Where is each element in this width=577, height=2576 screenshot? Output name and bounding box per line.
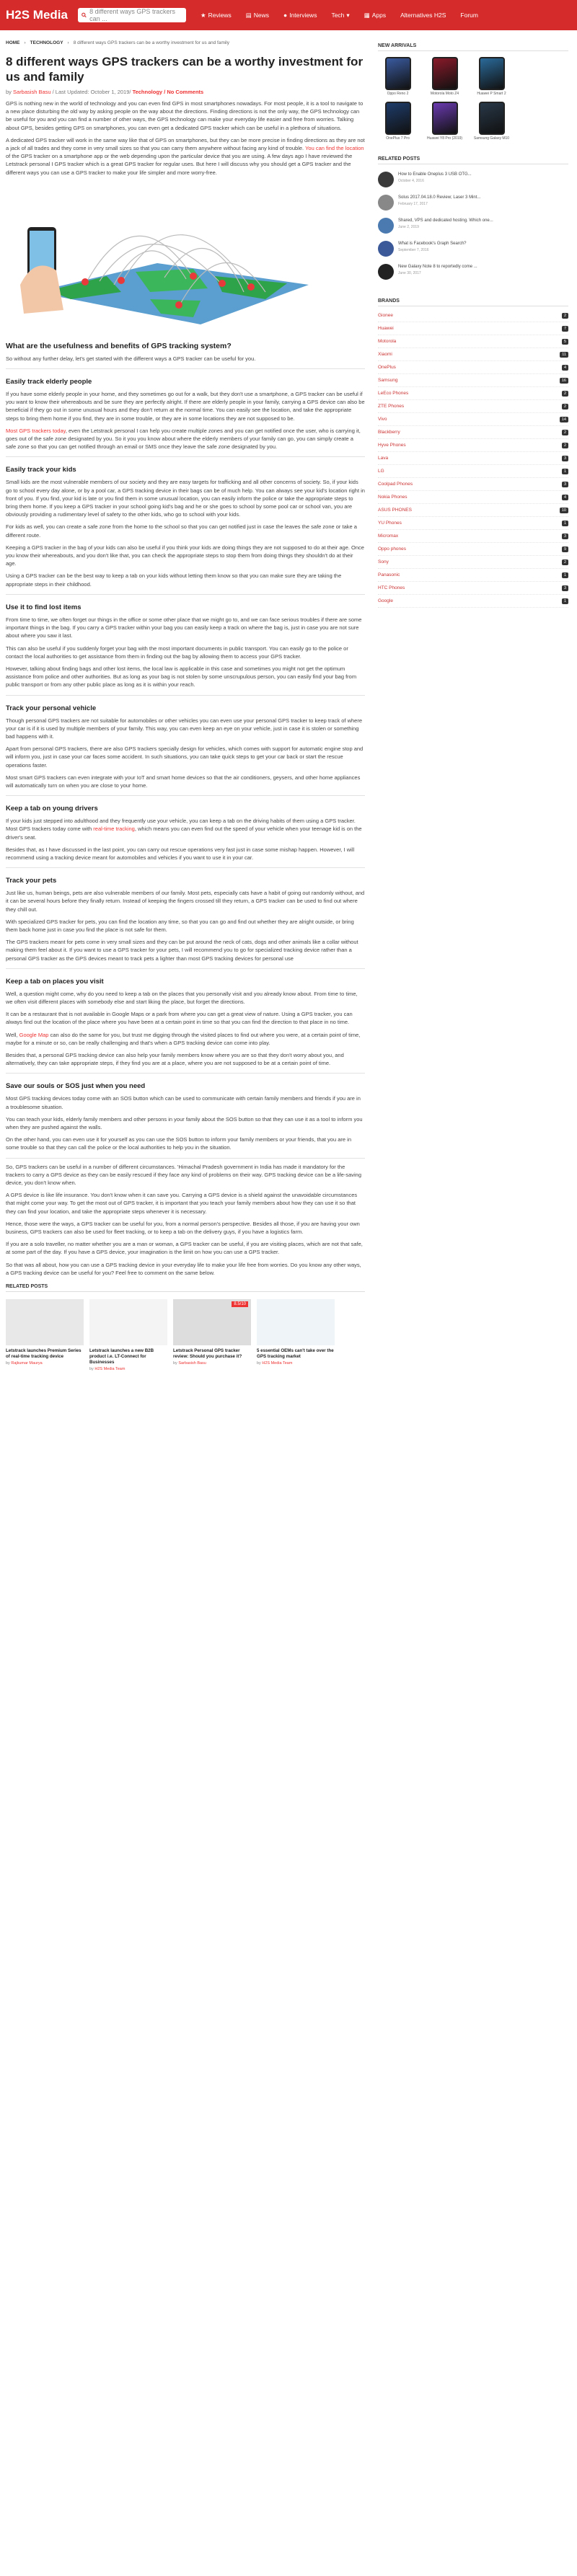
section-heading: What are the usefulness and benefits of GPS tracking system?: [6, 341, 232, 350]
hero-illustration: [6, 184, 316, 328]
breadcrumb: [6, 40, 365, 45]
brand-count-badge: 2: [562, 559, 568, 565]
brand-name: Hyve Phones: [378, 443, 406, 448]
paragraph: Though personal GPS trackers are not suitable for automobiles or other vehicles you can even use your personal GPS tracker to keep track of where your car is if it is used by multiple members of your family. This way, you can even keep an eye on your vehicle, just in case it is stolen or something bad happens with it.: [6, 717, 363, 740]
brand-name: LeEco Phones: [378, 391, 409, 396]
post-thumbnail: [378, 264, 394, 280]
paragraph: GPS is nothing new in the world of technology and you can even find GPS in most smartphones nowadays. For most people, it is a tool to navigate to a new place disturbing the old way by asking people on the way about the directions. Finding directions is not the only way, the GPS technology can be useful for you and you can find a number of other ways, the GPS technology can make your everyday life easier and free from worries. Talking about GPS, besides getting GPS on smartphones, you can even get a dedicated GPS tracker which can be useful in a plethora of situations.: [6, 100, 364, 131]
brand-name: Vivo: [378, 417, 387, 422]
brand-item[interactable]: [378, 582, 568, 595]
post-text: [398, 241, 467, 252]
main-nav: [193, 0, 485, 30]
brand-name: Sony: [378, 559, 389, 565]
paragraph: Just like us, human beings, pets are also vulnerable members of our family. Most pets, especially cats have a habit of going out randomly without, and it can be several hours before they finally return. Instead of keeping the fingers crossed till they return, a GPS tracker can be used to find out where they chill out.: [6, 890, 365, 913]
nav-item-forum[interactable]: [453, 0, 485, 30]
brand-count-badge: 2: [562, 430, 568, 435]
paragraph: Besides that, as I have discussed in the last point, you can carry out rescue operations very fast just in case some mishap happen. However, I will recommend using a tracking device meant for automobiles and vehicles if you want to use it in your car.: [6, 846, 355, 861]
inline-link[interactable]: Most GPS trackers today: [6, 427, 66, 434]
byline-by: by: [6, 1361, 10, 1366]
brand-name: Samsung: [378, 378, 398, 383]
star-icon: ★: [201, 11, 206, 19]
nav-item-interviews[interactable]: [276, 0, 324, 30]
paragraph: Hence, those were the ways, a GPS tracker can be useful for you, from a normal person's perspective. Besides all those, if you are having your own business, GPS trackers can also be used for fleet tracking, or to keep a tab on the delivery guys, if you have a logistics farm.: [6, 1220, 360, 1236]
post-title[interactable]: Solus 2017.04.18.0 Review; Laser 3 Mint...: [398, 195, 481, 200]
phone-image: [432, 102, 458, 135]
paragraph: This can also be useful if you suddenly forget your bag with the most important documents in public transport. You can easily go to the police or contact the local authorities to get assistance from them in finding out the bag by allowing them to access your GPS tracker.: [6, 645, 348, 660]
brand-item[interactable]: [378, 426, 568, 439]
brand-item[interactable]: [378, 335, 568, 348]
paragraph: Well, Google Map can also do the same for you, but trust me digging through the visited places to find out where you were, at a certain point of time, maybe for a minute or so, can be really challenging and that's when a GPS tracking device can come into play.: [6, 1031, 361, 1046]
related-post-image: [257, 1299, 335, 1345]
related-post-byline: [6, 1361, 84, 1366]
related-posts-grid: [6, 1299, 365, 1371]
post-date: September 7, 2016: [398, 248, 429, 252]
brand-name: Micromax: [378, 534, 399, 539]
brand-item[interactable]: [378, 413, 568, 426]
paragraph: So without any further delay, let's get started with the different ways a GPS tracker can be useful for you.: [6, 355, 256, 362]
new-arrivals-heading: NEW ARRIVALS: [378, 43, 568, 51]
nav-label: Forum: [460, 12, 478, 19]
sidebar-related-item[interactable]: [378, 218, 568, 234]
nav-label: Apps: [371, 12, 387, 19]
brand-item[interactable]: [378, 322, 568, 335]
phone-name: Samsung Galaxy M10: [473, 136, 510, 141]
related-post-card[interactable]: [6, 1299, 84, 1371]
paragraph: You can teach your kids, elderly family members and other persons in your family about the SOS button so that they can use it as a tool to inform you when they are pushed against the walls.: [6, 1115, 363, 1131]
brand-count-badge: 16: [560, 378, 568, 384]
search-placeholder: 8 different ways GPS trackers can ...: [89, 8, 175, 22]
brand-item[interactable]: [378, 452, 568, 465]
post-thumbnail: [378, 172, 394, 187]
byline-by: by: [173, 1361, 177, 1366]
phone-name: Motorola Moto Z4: [430, 92, 459, 96]
brand-count-badge: 10: [560, 508, 568, 513]
divider: [6, 1073, 365, 1074]
brands-list: [378, 309, 568, 608]
paragraph: Using a GPS tracker can be the best way to keep a tab on your kids without letting them know so that you can make sure they are taking the appropriate steps in their childhood.: [6, 572, 342, 588]
related-post-author[interactable]: Sarbasish Basu: [178, 1361, 206, 1366]
inline-link[interactable]: You can find the location: [305, 145, 364, 152]
brand-name: YU Phones: [378, 521, 402, 526]
related-post-title[interactable]: Letstrack Personal GPS tracker review: Should you purchase it?: [173, 1348, 242, 1360]
brand-count-badge: 2: [562, 443, 568, 448]
search-icon: [82, 12, 87, 18]
brand-name: Gionee: [378, 313, 393, 318]
sidebar: [374, 30, 568, 1371]
section-heading: Use it to find lost items: [6, 603, 82, 611]
divider: [6, 1158, 365, 1159]
related-post-author[interactable]: H2S Media Team: [262, 1361, 293, 1366]
brand-count-badge: 2: [562, 404, 568, 410]
brand-item[interactable]: [378, 309, 568, 322]
inline-link[interactable]: Google Map: [19, 1031, 49, 1038]
related-post-image: [6, 1299, 84, 1345]
section-heading: Keep a tab on young drivers: [6, 805, 98, 813]
brand-item[interactable]: [378, 374, 568, 387]
section-heading: Save our souls or SOS just when you need: [6, 1082, 146, 1091]
related-posts-heading: RELATED POSTS: [6, 1284, 365, 1292]
brand-count-badge: 1: [562, 598, 568, 604]
paragraph: So that was all about, how you can use a GPS tracking device in your everyday life to make your life free from worries. Do you know any other ways, a GPS tracking device can be useful for you? Feel free to comment on the same below.: [6, 1261, 361, 1276]
paragraph: Small kids are the most vulnerable members of our society and they are easy targets for trafficking and all other concerns of society. So, if your kids go to school every day alone, or by a pool car, a GPS tracking device in their bags can be of much help. You can always see your kid's location right in front of you. If you find, your kid is late or you find them in some unusual location, you can easily inform the police or take the appropriate steps to bring them home. If you keep a GPS tracker in your school going kid's bag and he or she goes to school by some pool car or school van, you are obviously providing a rudimentary level of safety to the other kids, who go to school with your kids.: [6, 479, 365, 518]
post-title[interactable]: What is Facebook's Graph Search?: [398, 242, 467, 246]
post-thumbnail: [378, 195, 394, 211]
brand-item[interactable]: [378, 569, 568, 582]
paragraph: So, GPS trackers can be useful in a number of different circumstances. 'Himachal Pradesh government in India has made it mandatory for the trackers to carry a GPS device as they can be easily rescued if they face any kind of problems on their way. GPS tracking device can be a life-saving device, you don't know when.: [6, 1163, 362, 1187]
byline-by: by: [257, 1361, 261, 1366]
brand-count-badge: 11: [560, 352, 568, 358]
phone-card[interactable]: [378, 57, 418, 96]
related-post-image: [173, 1299, 251, 1345]
related-post-title[interactable]: Letstrack launches Premium Series of real-time tracking device: [6, 1348, 82, 1360]
article-meta: [6, 89, 365, 95]
related-post-byline: [257, 1361, 335, 1366]
article-column: [6, 30, 374, 1371]
nav-item-alternatives-h2s[interactable]: [393, 0, 453, 30]
chevron-right-icon: ›: [24, 40, 26, 45]
paragraph: Most GPS tracking devices today come with an SOS button which can be used to communicate with certain family members and friends if you are in a troublesome situation.: [6, 1095, 361, 1110]
brand-count-badge: 2: [562, 313, 568, 319]
divider: [6, 456, 365, 457]
paragraph: However, talking about finding bags and other lost items, the local law is applicable in this case and sometimes you might not get the optimum assistance from police and other authorities. But as long as your bag is not stolen by some unscrupulous person, you can easily find your bag from public transport or from any other public place as long as it is within your reach.: [6, 665, 357, 689]
post-thumbnail: [378, 218, 394, 234]
breadcrumb-current: 8 different ways GPS trackers can be a worthy investment for us and family: [73, 40, 229, 45]
section-heading: Track your personal vehicle: [6, 704, 97, 712]
post-date: October 4, 2016: [398, 179, 424, 183]
related-post-author[interactable]: H2S Media Team: [94, 1367, 125, 1372]
brand-item[interactable]: [378, 504, 568, 517]
paragraph: A GPS device is like life insurance. You don't know when it can save you. Carrying a GPS device is a shield against the unavoidable circumstances that might come your way. To get the most out of GPS tracker, it is important that you teach your family members about how they can use it so that they can find your location, and take the appropriate steps whenever it is necessary.: [6, 1192, 358, 1215]
brand-name: Huawei: [378, 326, 394, 331]
post-date: June 30, 2017: [398, 271, 421, 275]
brand-name: Lava: [378, 456, 389, 461]
brand-item[interactable]: [378, 595, 568, 608]
sidebar-related-item[interactable]: [378, 241, 568, 257]
paragraph: If you have some elderly people in your home, and they sometimes go out for a walk, but they don't use a smartphone, a GPS tracker can be useful if you want to know their whereabouts and be sure they are perfectly alright. If there are elderly people in your family, carrying a GPS device can also be beneficial if they go out in some unusual hours and they don't return at the normal time. You can easily see the location, and take the appropriate steps to bring them home if you find, they are in some trouble, or they are in some locations they are not supposed to be.: [6, 391, 365, 422]
nav-label: Reviews: [208, 12, 232, 19]
section-heading: Track your pets: [6, 877, 57, 885]
paragraph: From time to time, we often forget our things in the office or some other place that we might go to, and we can face serious troubles if there are some important things in the bag. If you carry a GPS tracker within your bag you can easily keep a track on where the bag is, just in case you are not sure about where you saw it last.: [6, 616, 362, 639]
brand-name: HTC Phones: [378, 585, 405, 590]
divider: [6, 695, 365, 696]
paragraph: If you are a solo traveller, no matter whether you are a man or woman, a GPS tracker can be useful, if you are visiting places, which are not that safe, at some part of the day. If you have a GPS device, your imagination is the limit on how you can use a GPS tracker.: [6, 1241, 363, 1256]
nav-label: Tech: [331, 12, 345, 19]
mic-icon: ●: [283, 12, 288, 19]
inline-link[interactable]: real-time tracking: [93, 826, 135, 833]
article-title: 8 different ways GPS trackers can be a worthy investment for us and family: [6, 55, 364, 84]
post-text: [398, 172, 472, 183]
related-post-image: [89, 1299, 167, 1345]
phone-image: [432, 57, 458, 90]
brand-name: Panasonic: [378, 572, 400, 577]
phone-card[interactable]: [378, 102, 418, 141]
sidebar-related-heading: RELATED POSTS: [378, 156, 568, 164]
post-text: [398, 195, 480, 206]
meta-by: by: [6, 89, 12, 95]
brand-count-badge: 7: [562, 326, 568, 332]
phone-card[interactable]: [425, 102, 464, 141]
section-heading: Keep a tab on places you visit: [6, 977, 104, 986]
paragraph: Besides that, a personal GPS tracking device can also help your family members know where you are so that they don't worry about you, and alternatively, they can take appropriate steps, if they find you are at a place, where you are not supposed to be at a certain point of time.: [6, 1052, 344, 1067]
divider: [6, 867, 365, 868]
brand-name: Oppo phones: [378, 546, 407, 552]
phone-card[interactable]: [472, 102, 511, 141]
brand-item[interactable]: [378, 465, 568, 478]
brand-count-badge: 3: [562, 585, 568, 591]
brand-count-badge: 14: [560, 417, 568, 422]
brand-name: Blackberry: [378, 430, 400, 435]
brand-item[interactable]: [378, 387, 568, 400]
related-post-byline: [89, 1367, 167, 1371]
byline-by: by: [89, 1367, 94, 1372]
post-date: June 2, 2019: [398, 225, 419, 229]
section-heading: Easily track your kids: [6, 466, 76, 474]
paragraph: The GPS trackers meant for pets come in very small sizes and they can be put around the neck of cats, dogs and other animals like a collar without making them feel about it. If you want to use a GPS tracker for your pets, I will recommend you to go for specialized tracking device rather than a personal GPS tracker as the GPS devices meant to track pets a lighter than most GPS tracking devices for personal use: [6, 939, 358, 962]
phone-name: Huawei P Smart 2: [477, 92, 506, 96]
brand-name: OnePlus: [378, 365, 396, 370]
nav-item-news[interactable]: [239, 0, 276, 30]
related-post-card[interactable]: [257, 1299, 335, 1371]
brand-item[interactable]: [378, 361, 568, 374]
phone-image: [385, 102, 411, 135]
nav-item-tech[interactable]: [324, 0, 356, 30]
brand-count-badge: 9: [562, 546, 568, 552]
phone-card[interactable]: [472, 57, 511, 96]
related-post-title[interactable]: 5 essential OEMs can't take over the GPS tracking market: [257, 1348, 334, 1360]
score-badge: 8.5/10: [232, 1301, 248, 1307]
brands-heading: BRANDS: [378, 298, 568, 306]
brand-name: ZTE Phones: [378, 404, 405, 409]
top-navbar: [0, 0, 577, 30]
sidebar-related-item[interactable]: [378, 264, 568, 280]
phone-name: Oppo Reno 2: [387, 92, 409, 96]
site-logo[interactable]: H2S Media: [6, 8, 68, 22]
brand-name: ASUS PHONES: [378, 508, 412, 513]
sidebar-related-item[interactable]: [378, 172, 568, 187]
nav-label: News: [253, 12, 270, 19]
divider: [6, 368, 365, 369]
brand-count-badge: 2: [562, 391, 568, 397]
nav-item-apps[interactable]: [357, 0, 393, 30]
search-box[interactable]: [78, 8, 186, 22]
brand-count-badge: 4: [562, 495, 568, 500]
phone-name: Huawei Y8 Pro (2019): [426, 136, 463, 141]
nav-item-reviews[interactable]: [193, 0, 239, 30]
phone-image: [479, 57, 505, 90]
paragraph: If your kids just stepped into adulthood and they frequently use your vehicle, you can keep a tab on the driving habits of them using a GPS tracker. Most GPS trackers today come with real-time tracking, which means you can even find out the speed of your vehicle when your teenage kid is on the driver's seat.: [6, 818, 362, 841]
meta-updated: / Last Updated: October 1, 2019/: [52, 89, 131, 95]
post-title[interactable]: Shared, VPS and dedicated hosting. Which one...: [398, 218, 493, 223]
brand-item[interactable]: [378, 400, 568, 413]
comments-link[interactable]: / No Comments: [164, 89, 204, 95]
category-link[interactable]: Technology: [132, 89, 163, 95]
paragraph: A dedicated GPS tracker will work in the same way like that of GPS on smartphones, but they can be more precise in finding directions as they are not a jack of all trades and they come in very small sizes so that you can carry them anywhere without facing any kind of trouble. You can find the location of the GPS tracker on a smartphone app or the web depending upon the particular device that you are using. A few days ago I have reviewed the Letstrack personal I GPS tracker which is a great GPS tracker for regular uses. But here I will discuss why you should get a GPS tracker and the different ways you can use a GPS tracker to make your life simpler and more worry-free.: [6, 136, 365, 176]
brand-name: Nokia Phones: [378, 495, 408, 500]
sidebar-related-list: [378, 172, 568, 280]
post-text: [398, 264, 477, 275]
brand-count-badge: 1: [562, 469, 568, 474]
brand-name: Xiaomi: [378, 352, 392, 357]
brand-item[interactable]: [378, 556, 568, 569]
brand-item[interactable]: [378, 439, 568, 452]
divider: [6, 968, 365, 969]
related-post-card[interactable]: [173, 1299, 251, 1371]
paragraph: With specialized GPS tracker for pets, you can find the location any time, so that you can go and find out whether they are alright outside, or bring them back home just in case you find the place is not safe for them.: [6, 918, 354, 933]
brand-count-badge: 3: [562, 456, 568, 461]
brand-item[interactable]: [378, 348, 568, 361]
divider: [6, 795, 365, 796]
brand-name: Coolpad Phones: [378, 482, 413, 487]
grid-icon: ▦: [364, 11, 370, 19]
related-post-byline: [173, 1361, 251, 1366]
paragraph: On the other hand, you can even use it for yourself as you can use the SOS button to inform your family members or your friends, that you are in some trouble so that they can call the police or the local authorities to help you in the situation.: [6, 1136, 351, 1151]
brand-count-badge: 1: [562, 572, 568, 578]
paragraph: Keeping a GPS tracker in the bag of your kids can also be useful if you think your kids are doing things they are not supposed to do at their age. Once you know their whereabouts, and you don't like that, you can check the appropriate steps to stop them from doing things they shouldn't do at their age.: [6, 544, 364, 567]
brand-item[interactable]: [378, 530, 568, 543]
phone-name: OnePlus 7 Pro: [386, 136, 410, 141]
brand-count-badge: 3: [562, 534, 568, 539]
nav-label: Alternatives H2S: [400, 12, 446, 19]
nav-label: Interviews: [289, 12, 317, 19]
phone-card[interactable]: [425, 57, 464, 96]
sidebar-related-item[interactable]: [378, 195, 568, 211]
brand-item[interactable]: [378, 543, 568, 556]
brand-item[interactable]: [378, 517, 568, 530]
brand-count-badge: 5: [562, 339, 568, 345]
post-text: [398, 218, 493, 229]
related-post-card[interactable]: [89, 1299, 167, 1371]
brand-count-badge: 3: [562, 482, 568, 487]
paragraph: Most GPS trackers today, even the Letstrack personal I can help you create multiple zones and you can get notified once the user, who is carrying it, goes out of the safe zone designated by you. So it you you know about where the elderly members of your family can go, you can simply create a safe zone so that you can get notified through an email or SMS once they leave the safe zone designated by you.: [6, 427, 361, 451]
chevron-right-icon: ›: [67, 40, 69, 45]
brand-count-badge: 4: [562, 365, 568, 371]
paragraph: For kids as well, you can create a safe zone from the home to the school so that you can get notified just in case the leaves the safe zone or take a different route.: [6, 523, 357, 539]
brand-item[interactable]: [378, 491, 568, 504]
chevron-down-icon: ▾: [346, 11, 350, 19]
divider: [6, 594, 365, 595]
paragraph: Apart from personal GPS trackers, there are also GPS trackers specially design for vehicles, which comes with support for automatic engine stop and will inform you, just in case your car faces some accident. In such situations, you can take quick steps to get your car back or start the rescue operations faster.: [6, 745, 364, 769]
breadcrumb-home[interactable]: HOME: [6, 40, 20, 45]
section-heading: Easily track elderly people: [6, 378, 92, 386]
breadcrumb-technology[interactable]: TECHNOLOGY: [30, 40, 63, 45]
post-thumbnail: [378, 241, 394, 257]
brand-name: Motorola: [378, 339, 397, 344]
phone-image: [385, 57, 411, 90]
news-icon: ▤: [245, 11, 252, 19]
paragraph: Well, a question might come, why do you need to keep a tab on the places that you personally visit and you already know about. From time to time, we often visit different places with somebody else and start liking the place, but forget the directions.: [6, 990, 358, 1005]
author-link[interactable]: Sarbasish Basu: [13, 89, 51, 95]
post-date: February 17, 2017: [398, 202, 428, 206]
brand-name: Google: [378, 598, 393, 603]
paragraph: It can be a restaurant that is not available in Google Maps or a park from where you can get a great view of nature. Using a GPS tracker, you can always find out the location of the place where you have been at a certain point in time so that you can find the direction to that place in no time.: [6, 1011, 353, 1026]
brand-count-badge: 1: [562, 521, 568, 526]
brand-item[interactable]: [378, 478, 568, 491]
phone-image: [479, 102, 505, 135]
related-post-title[interactable]: Letstrack launches a new B2B product i.e. LT-Connect for Businesses: [89, 1348, 154, 1366]
brand-name: LG: [378, 469, 384, 474]
post-title[interactable]: How to Enable Oneplus 3 USB OTG...: [398, 172, 472, 177]
paragraph: Most smart GPS trackers can even integrate with your IoT and smart home devices so that the air conditioners, geysers, and other home appliances will automatically turn on when you are close to your home.: [6, 774, 361, 789]
post-title[interactable]: New Galaxy Note 8 to reportedly come ...: [398, 265, 477, 269]
related-post-author[interactable]: Rajkumar Maurya: [11, 1361, 43, 1366]
new-arrivals-grid: [378, 57, 568, 141]
